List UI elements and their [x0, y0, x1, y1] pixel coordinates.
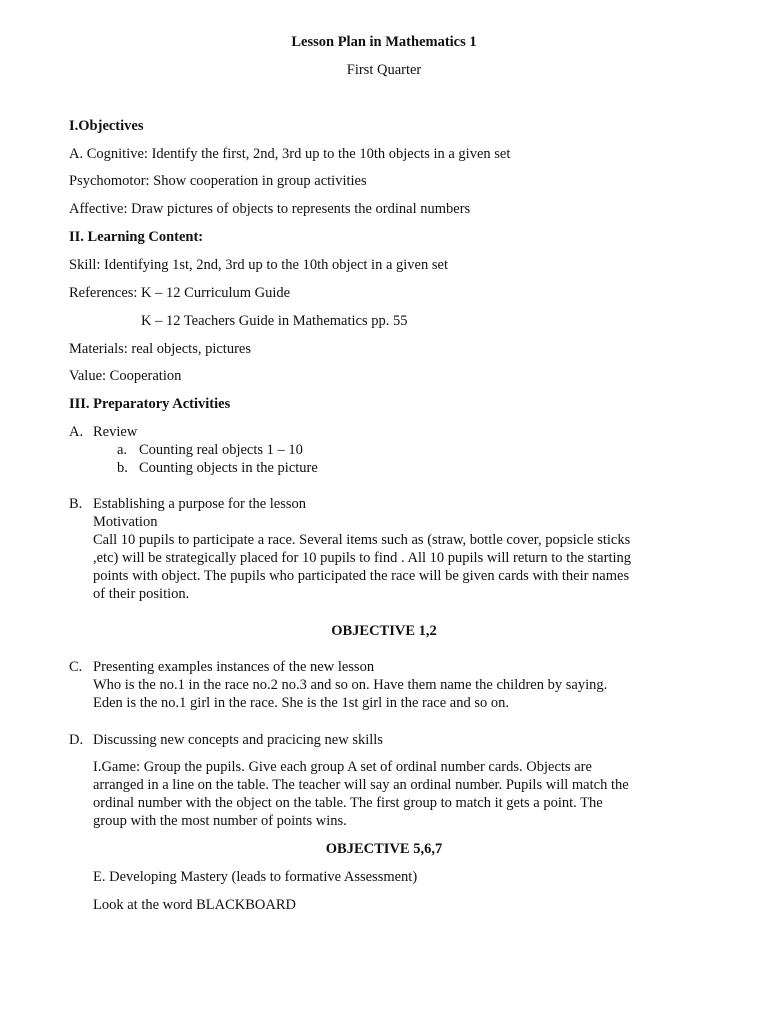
content-references-2: K – 12 Teachers Guide in Mathematics pp. 55	[141, 313, 408, 329]
discussing-line-2: arranged in a line on the table. The teacher will say an ordinal number. Pupils will match the	[93, 777, 629, 793]
presenting-line-2: Eden is the no.1 girl in the race. She is the 1st girl in the race and so on.	[93, 695, 509, 711]
content-materials: Materials: real objects, pictures	[69, 341, 251, 357]
purpose-line-4: of their position.	[93, 586, 190, 602]
objective-affective: Affective: Draw pictures of objects to represents the ordinal numbers	[69, 201, 471, 217]
review-item-a-marker: a.	[117, 442, 128, 458]
content-value: Value: Cooperation	[69, 368, 182, 384]
objective-marker-1: OBJECTIVE 1,2	[331, 623, 437, 639]
presenting-marker: C.	[69, 659, 83, 675]
review-label: Review	[93, 424, 138, 440]
objective-psychomotor: Psychomotor: Show cooperation in group activities	[69, 173, 367, 189]
purpose-marker: B.	[69, 496, 83, 512]
content-references: References: K – 12 Curriculum Guide	[69, 285, 291, 301]
review-marker: A.	[69, 424, 84, 440]
document-subtitle: First Quarter	[346, 62, 422, 78]
preparatory-heading: III. Preparatory Activities	[69, 396, 231, 412]
purpose-motivation: Motivation	[93, 514, 158, 530]
content-skill: Skill: Identifying 1st, 2nd, 3rd up to the 10th object in a given set	[69, 257, 448, 273]
review-item-b: Counting objects in the picture	[139, 460, 318, 476]
review-item-b-marker: b.	[117, 460, 128, 476]
discussing-label: Discussing new concepts and pracicing new skills	[93, 732, 383, 748]
mastery-line: E. Developing Mastery (leads to formative Assessment)	[93, 869, 418, 885]
presenting-label: Presenting examples instances of the new lesson	[93, 659, 375, 675]
review-item-a: Counting real objects 1 – 10	[139, 442, 303, 458]
discussing-line-3: ordinal number with the object on the table. The first group to match it gets a point. The	[93, 795, 603, 811]
discussing-line-4: group with the most number of points wins.	[93, 813, 347, 829]
document-title: Lesson Plan in Mathematics 1	[291, 34, 477, 50]
objective-marker-2: OBJECTIVE 5,6,7	[325, 841, 443, 857]
purpose-label: Establishing a purpose for the lesson	[93, 496, 307, 512]
purpose-line-3: points with object. The pupils who participated the race will be given cards with their names	[93, 568, 630, 584]
purpose-line-1: Call 10 pupils to participate a race. Several items such as (straw, bottle cover, popsicle sticks	[93, 532, 631, 548]
objectives-heading: I.Objectives	[69, 118, 144, 134]
discussing-marker: D.	[69, 732, 84, 748]
look-line: Look at the word BLACKBOARD	[93, 897, 296, 913]
purpose-line-2: ,etc) will be strategically placed for 10 pupils to find . All 10 pupils will return to the starting	[93, 550, 632, 566]
objective-cognitive: A. Cognitive: Identify the first, 2nd, 3rd up to the 10th objects in a given set	[69, 146, 511, 162]
content-heading: II. Learning Content:	[69, 229, 204, 245]
discussing-line-1: I.Game: Group the pupils. Give each group A set of ordinal number cards. Objects are	[93, 759, 592, 775]
presenting-line-1: Who is the no.1 in the race no.2 no.3 and so on. Have them name the children by saying.	[93, 677, 608, 693]
